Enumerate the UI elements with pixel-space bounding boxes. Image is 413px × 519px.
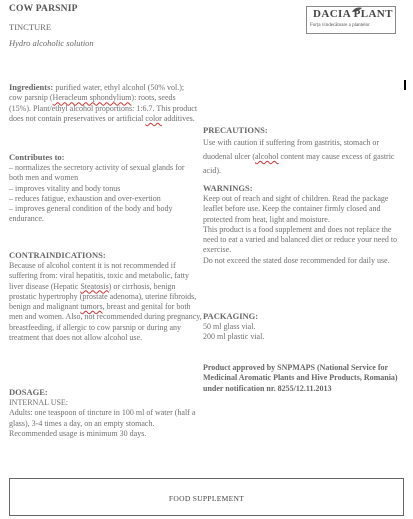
warnings-section <box>203 183 403 266</box>
warnings-heading: WARNINGS: <box>203 183 253 193</box>
product-subtitle: TINCTURE <box>9 22 52 32</box>
packaging-line-1: 50 ml glass vial. <box>203 322 256 331</box>
ingredients-text-3: additives. <box>161 113 195 123</box>
ingredients-label: Ingredients: <box>9 82 56 92</box>
contributes-item: – improves vitality and body tonus <box>9 183 121 193</box>
contraindications-text-3: , breast and genital for both men and women. Also, not recommended during pregnancy, breastfeeding, if allergic to cow parsnip or during any treatment that does not allow alcohol use. <box>9 302 202 343</box>
food-supplement-box <box>9 478 404 516</box>
approval-text: Product approved by SNPMAPS (National Service for Medicinal Aromatic Plants and Hive Products, Romania) under notification nr. 8255/12.11.2013 <box>203 363 398 393</box>
precautions-text-1: Use with caution if suffering from gastritis, stomach or duodenal ulcer ( <box>203 138 380 161</box>
product-title: COW PARSNIP <box>9 4 78 14</box>
contraindications-text-1: Because of alcohol content it is not recommended if suffering from: viral hepatitis, toxic and metabolic, fatty liver disease (Hepatic <box>9 261 190 291</box>
logo-tagline: Forța vindecătoare a plantelor <box>310 23 370 28</box>
text-cursor <box>404 80 406 90</box>
dosage-section <box>9 387 204 439</box>
precautions-heading: PRECAUTIONS: <box>203 125 268 135</box>
warnings-paragraph-3: Do not exceed the stated dose recommended for daily use. <box>203 255 390 265</box>
contraindications-section <box>9 250 204 343</box>
contraindications-heading: CONTRAINDICATIONS: <box>9 250 106 260</box>
packaging-line-2: 200 ml plastic vial. <box>203 332 265 342</box>
latin-name: Heracleum sphondylium <box>52 93 132 103</box>
contraindications-text-2: ) or cirrhosis, benign prostatic hypertrophy (prostate adenoma), uterine fibroids, benign and malignant <box>9 281 197 312</box>
contributes-item: – reduces fatigue, exhaustion and over-exertion <box>9 193 161 203</box>
ingredients-text-1: purified water, ethyl alcohol (50% vol.); cow parsnip ( <box>9 83 185 103</box>
alcohol-word: alcohol <box>254 152 279 161</box>
contributes-heading: Contributes to: <box>9 152 65 162</box>
packaging-section <box>203 311 403 343</box>
precautions-text-2: content may cause excess of gastric acid). <box>203 152 395 175</box>
color-word: color <box>145 113 162 123</box>
contributes-item: – improves general condition of the body and body endurance. <box>9 204 173 224</box>
dosage-heading: DOSAGE: <box>9 387 48 397</box>
food-supplement-label: FOOD SUPPLEMENT <box>168 494 245 503</box>
tumors-word: tumors <box>80 302 103 312</box>
logo-name: DACIA PLANT <box>313 8 393 20</box>
packaging-heading: PACKAGING: <box>203 311 259 321</box>
ingredients-text-2: ): roots, seeds (15%). Plant/ethyl alcohol proportions: 1:6.7. This product does not contain preservatives or artificial <box>9 93 198 123</box>
dosage-line-2: Recommended usage is minimum 30 days. <box>9 428 147 438</box>
precautions-section <box>203 125 403 178</box>
contributes-section <box>9 152 199 225</box>
warnings-paragraph-1: Keep out of reach and sight of children. Read the package leaflet before use. Keep the container firmly closed and protected from heat, light and moisture. <box>203 194 389 224</box>
contributes-item: – normalizes the secretory activity of sexual glands for both men and women <box>9 163 185 183</box>
dosage-subheading: INTERNAL USE: <box>9 398 69 407</box>
approval-notice <box>203 363 408 394</box>
dosage-line-1: Adults: one teaspoon of tincture in 100 ml of water (half a glass), 3-4 times a day, on an empty stomach. <box>9 408 196 428</box>
warnings-paragraph-2: This product is a food supplement and does not replace the need to eat a varied and balanced diet or reduce your need to exercise. <box>203 224 398 255</box>
product-description: Hydro alcoholic solution <box>9 38 94 48</box>
brand-logo <box>306 6 396 34</box>
ingredients-section <box>9 82 199 124</box>
steatosis-word: Steatosis <box>80 281 109 291</box>
